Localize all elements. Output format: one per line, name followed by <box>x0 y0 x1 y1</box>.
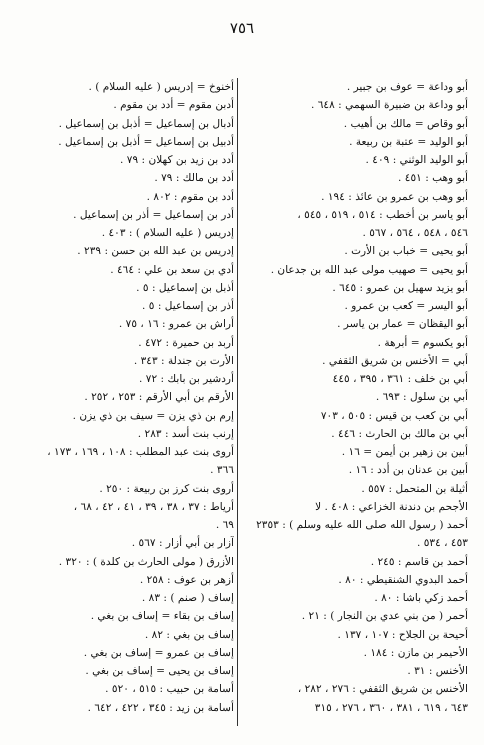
index-entry: أبي بن مالك بن الحارث : ٤٤٦ . <box>331 427 468 440</box>
index-entry: أذر بن إسماعيل : ٥ . <box>142 300 234 312</box>
index-entry: إساف بن يحيى = إساف بن بغي . <box>85 665 234 677</box>
index-entry: أحمد بن قاسم : ٢٤٥ . <box>370 555 468 568</box>
page-number: ٧٥٦ <box>229 19 255 37</box>
index-entry: أبو يزيد سهيل بن عمرو : ٦٤٥ . <box>332 281 468 294</box>
index-entry: أبو وهب بن عمرو بن عائذ : ١٩٤ . <box>321 190 468 203</box>
index-entry: أرياط : ٣٧ ، ٣٨ ، ٣٩ ، ٤١ ، ٤٢ ، ٦٨ ، <box>73 500 234 513</box>
index-entry: ٦٩ . <box>215 519 234 531</box>
index-entry: إدريس ( عليه السلام ) : ٤٠٣ . <box>101 227 234 239</box>
index-entry: أبو الوليد الوثني : ٤٠٩ . <box>365 154 468 166</box>
right-column <box>240 78 468 717</box>
index-entry: أسامة بن زيد : ٣٤٥ ، ٤٢٢ ، ٦٤٢ . <box>87 701 234 714</box>
index-entry: إدريس بن عبد الله بن حسن : ٢٣٩ . <box>77 245 234 258</box>
index-entry: أبو ياسر بن أخطب : ٥١٤ ، ٥١٩ ، ٥٤٥ ، <box>297 208 468 221</box>
index-entry: الأجحم بن دندنة الخزاعي : ٤٠٨ . لا <box>315 500 468 513</box>
index-entry: أبي بن كعب بن قيس : ٥٠٥ ، ٧٠٣ <box>320 409 468 422</box>
index-entry: إرنب بنت أسد : ٢٨٣ . <box>137 427 234 440</box>
index-entry: أبين بن عدنان بن أدد : ١٦ . <box>348 464 468 477</box>
index-entry: إساف بن بقاء = إساف بن بغي . <box>90 610 234 623</box>
index-entry: أبو وهب : ٤٥١ . <box>398 172 468 185</box>
index-entry: أدد بن زيد بن كهلان : ٧٩ . <box>120 154 234 166</box>
column-divider <box>237 78 238 726</box>
index-entry: أراش بن عمرو : ١٦ ، ٧٥ . <box>118 318 234 331</box>
index-entry: أروى بنت عبد المطلب : ١٠٨ ، ١٦٩ ، ١٧٣ ، <box>47 446 234 458</box>
index-entry: الأحيمر بن مازن : ١٨٤ . <box>363 646 468 659</box>
index-entry: ٣٦٦ . <box>210 464 234 477</box>
index-entry: أبو اليقظان = عمار بن ياسر . <box>337 318 468 331</box>
index-entry: أدبن مقوم = أدد بن مقوم . <box>113 99 234 112</box>
index-entry: أبي بن سلول : ٦٩٣ . <box>375 391 468 404</box>
index-entry: أروى بنت كرز بن ربيعة : ٢٥٠ . <box>99 482 234 495</box>
index-entry: أثيلة بن المتحمل : ٥٥٧ . <box>361 482 468 495</box>
index-entry: أسامة بن حبيب : ٥١٥ ، ٥٢٠ . <box>105 683 234 696</box>
index-entry: أدر بن إسماعيل = أذر بن إسماعيل . <box>73 208 234 221</box>
index-entry: أربد بن حميرة : ٤٧٢ . <box>138 336 234 349</box>
index-entry: أحمر ( من بني عدي بن النجار ) : ٢١ . <box>301 610 468 623</box>
index-entry: أبو الوليد = عتبة بن ربيعة . <box>349 135 468 148</box>
index-entry: أبو يحيى = خباب بن الأرت . <box>344 245 468 258</box>
index-entry: أبو يحيى = صهيب مولى عبد الله بن جدعان . <box>270 263 468 276</box>
index-entry: الأخنس : ٣١ . <box>407 665 468 677</box>
index-entry: أبي بن خلف : ٣٦١ ، ٣٩٥ ، ٤٤٥ <box>332 373 468 385</box>
index-entry: أدبيل بن إسماعيل = أذبل بن إسماعيل . <box>58 135 234 148</box>
index-entry: أبو يكسوم = أبرهة . <box>377 336 468 349</box>
index-entry: أدد بن مالك : ٧٩ . <box>154 172 234 185</box>
index-entry: أبو وقاص = مالك بن أهيب . <box>343 117 468 130</box>
index-entry: إساف بن بغي : ٨٢ . <box>144 628 234 641</box>
index-entry: أدبال بن إسماعيل = أذبل بن إسماعيل . <box>58 117 234 130</box>
index-entry: أحيحة بن الجلاح : ١٠٧ ، ١٣٧ . <box>337 628 468 641</box>
index-entry: أخنوخ = إدريس ( عليه السلام ) . <box>88 81 234 93</box>
index-entry: أبي = الأخنس بن شريق الثقفي . <box>322 354 468 367</box>
index-entry: أدي بن سعد بن علي : ٤٦٤ . <box>110 263 234 276</box>
index-entry: الأزرق ( مولى الحارث بن كلدة ) : ٣٢٠ . <box>58 555 234 568</box>
index-entry: إساف ( صنم ) : ٨٣ . <box>141 592 234 604</box>
index-entry: آزار بن أبي أزار : ٥٦٧ . <box>131 537 234 550</box>
index-entry: أبو وداعة بن ضبيرة السهمي : ٦٤٨ . <box>310 99 468 112</box>
index-entry: أذبل بن إسماعيل : ٥ . <box>136 281 234 294</box>
index-entry: أحمد البدوي الشنقيطي : ٨٠ . <box>338 573 468 586</box>
index-entry: أبو اليسر = كعب بن عمرو . <box>344 300 468 312</box>
index-entry: أحمد ( رسول الله صلى الله عليه وسلم ) : ٢٣٥٣ <box>256 519 468 531</box>
index-entry: الأرقم بن أبي الأرقم : ٢٥٣ ، ٢٥٢ . <box>84 391 234 404</box>
index-entry: أبين بن زهير بن أيمن = ١٦ . <box>341 446 468 458</box>
index-entry: إساف بن عمرو = إساف بن بغي . <box>83 646 234 659</box>
index-entry: أزهر بن عوف : ٢٥٨ . <box>139 573 234 586</box>
index-entry: الأرت بن جندلة : ٣٤٣ . <box>133 354 234 367</box>
index-entry: أدد بن مقوم : ٨٠٢ . <box>146 190 234 203</box>
index-entry: الأخنس بن شريق الثقفي : ٢٧٦ ، ٢٨٢ ، <box>297 683 468 696</box>
index-entry: ٦٤٣ ، ٦١٩ ، ٣٨١ ، ٣٦٠ ، ٢٧٦ ، ٣١٥ <box>314 701 468 714</box>
index-entry: ٥٤٦ ، ٥٤٨ ، ٥٦٤ ، ٥٦٧ . <box>362 227 468 239</box>
index-entry: أردشير بن بابك : ٧٢ . <box>139 373 234 385</box>
left-column <box>6 78 234 717</box>
index-entry: ٤٥٣ ، ٥٣٤ . <box>416 537 468 550</box>
index-entry: أبو وداعة = عوف بن جبير . <box>346 81 468 93</box>
index-entry: أحمد زكي باشا : ٨٠ . <box>374 592 468 604</box>
index-entry: إرم بن ذي يزن = سيف بن ذي يزن . <box>72 409 234 422</box>
